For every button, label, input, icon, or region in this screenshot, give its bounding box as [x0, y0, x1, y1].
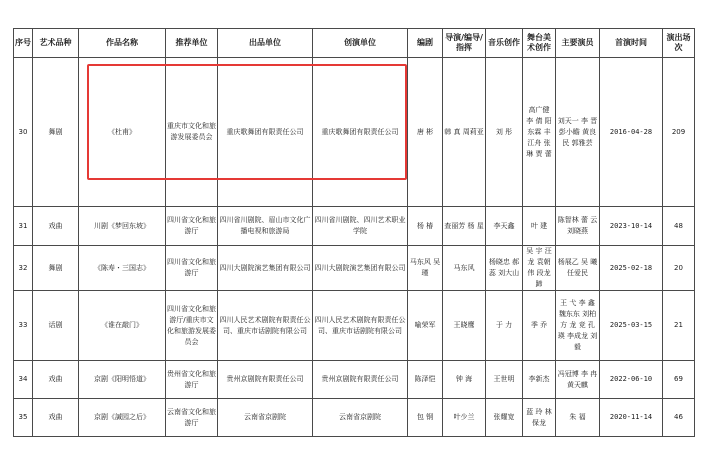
cell-shows: 46 [663, 399, 695, 437]
cell-recommender: 贵州省文化和旅游厅 [166, 361, 218, 399]
cell-recommender: 四川省文化和旅游厅/重庆市文化和旅游发展委员会 [166, 291, 218, 361]
cell-premiere: 2022-06-10 [600, 361, 663, 399]
cell-genre: 舞剧 [33, 58, 79, 207]
cell-stage: 季 乔 [523, 291, 556, 361]
cell-creator: 重庆歌舞团有限责任公司 [313, 58, 408, 207]
cell-writer: 杨 椿 [408, 207, 443, 246]
cell-shows: 69 [663, 361, 695, 399]
cell-recommender: 四川省文化和旅游厅 [166, 246, 218, 291]
cell-music: 杨晓忠 郝 蕊 刘大山 [486, 246, 523, 291]
cell-music: 刘 彤 [486, 58, 523, 207]
header-title: 作品名称 [79, 29, 166, 58]
table-row [14, 291, 695, 361]
cell-premiere: 2023-10-14 [600, 207, 663, 246]
header-music: 音乐创作 [486, 29, 523, 58]
header-recommender: 推荐单位 [166, 29, 218, 58]
cell-creator: 贵州京剧院有限责任公司 [313, 361, 408, 399]
cell-producer: 四川省川剧院、眉山市文化广播电视和旅游局 [218, 207, 313, 246]
cell-producer: 贵州京剧院有限责任公司 [218, 361, 313, 399]
cell-stage: 李新杰 [523, 361, 556, 399]
header-row [14, 29, 695, 58]
cell-actors: 王 弋 李 鑫 魏东东 刘柏方 龙 竞 孔 瑛 李成龙 刘 毅 [556, 291, 600, 361]
cell-producer: 四川大剧院演艺集团有限公司 [218, 246, 313, 291]
cell-actors: 陈智林 蕾 云 刘晓燕 [556, 207, 600, 246]
cell-genre: 戏曲 [33, 207, 79, 246]
cell-producer: 云南省京剧院 [218, 399, 313, 437]
cell-stage: 吴 宇 汪 龙 袁朝伟 段龙蹄 [523, 246, 556, 291]
cell-music: 张耀宽 [486, 399, 523, 437]
cell-writer: 唐 彬 [408, 58, 443, 207]
cell-writer: 马东风 吴 瑾 [408, 246, 443, 291]
cell-producer: 重庆歌舞团有限责任公司 [218, 58, 313, 207]
cell-premiere: 2016-04-28 [600, 58, 663, 207]
table-row [14, 58, 695, 207]
cell-creator: 四川大剧院演艺集团有限公司 [313, 246, 408, 291]
cell-stage: 蓝 玲 林保龙 [523, 399, 556, 437]
cell-title: 川剧《梦回东坡》 [79, 207, 166, 246]
cell-no: 34 [14, 361, 33, 399]
cell-creator: 四川人民艺术剧院有限责任公司、重庆市话剧院有限公司 [313, 291, 408, 361]
cell-genre: 戏曲 [33, 361, 79, 399]
header-premiere: 首演时间 [600, 29, 663, 58]
table-row [14, 361, 695, 399]
table-row [14, 207, 695, 246]
cell-stage: 叶 建 [523, 207, 556, 246]
cell-recommender: 云南省文化和旅游厅 [166, 399, 218, 437]
cell-title: 《谁在敲门》 [79, 291, 166, 361]
cell-actors: 冯冠博 李 冉 黄天麒 [556, 361, 600, 399]
cell-shows: 21 [663, 291, 695, 361]
cell-actors: 杨展乙 吴 曦 任爱民 [556, 246, 600, 291]
cell-premiere: 2025-03-15 [600, 291, 663, 361]
cell-title: 京剧《阳明悟道》 [79, 361, 166, 399]
cell-director: 王晓鹰 [443, 291, 486, 361]
table-row [14, 399, 695, 437]
header-shows: 演出场次 [663, 29, 695, 58]
cell-producer: 四川人民艺术剧院有限责任公司、重庆市话剧院有限公司 [218, 291, 313, 361]
cell-genre: 话剧 [33, 291, 79, 361]
cell-writer: 包 钢 [408, 399, 443, 437]
header-producer: 出品单位 [218, 29, 313, 58]
header-no: 序号 [14, 29, 33, 58]
cell-title: 《陈寿・三国志》 [79, 246, 166, 291]
cell-music: 于 力 [486, 291, 523, 361]
cell-premiere: 2025-02-18 [600, 246, 663, 291]
table-row [14, 246, 695, 291]
cell-creator: 云南省京剧院 [313, 399, 408, 437]
cell-shows: 209 [663, 58, 695, 207]
cell-title: 京剧《諴园之后》 [79, 399, 166, 437]
header-actors: 主要演员 [556, 29, 600, 58]
program-grid [13, 28, 695, 437]
cell-director: 钟 海 [443, 361, 486, 399]
cell-no: 31 [14, 207, 33, 246]
cell-no: 35 [14, 399, 33, 437]
cell-director: 马东风 [443, 246, 486, 291]
cell-shows: 48 [663, 207, 695, 246]
cell-director: 韩 真 周莉亚 [443, 58, 486, 207]
cell-no: 33 [14, 291, 33, 361]
header-writer: 编剧 [408, 29, 443, 58]
cell-no: 32 [14, 246, 33, 291]
header-stage: 舞台美术创作 [523, 29, 556, 58]
cell-stage: 高广健 李 倩 阳东霖 丰江舟 张 琳 贾 蕾 [523, 58, 556, 207]
cell-music: 王世明 [486, 361, 523, 399]
header-genre: 艺术品种 [33, 29, 79, 58]
cell-genre: 舞剧 [33, 246, 79, 291]
program-table [13, 28, 694, 428]
header-director: 导演/编导/指挥 [443, 29, 486, 58]
cell-music: 李天鑫 [486, 207, 523, 246]
cell-actors: 朱 福 [556, 399, 600, 437]
cell-premiere: 2020-11-14 [600, 399, 663, 437]
cell-actors: 刘天一 李 晋 彭小瞻 黄良民 郭雅芸 [556, 58, 600, 207]
cell-director: 叶少兰 [443, 399, 486, 437]
cell-genre: 戏曲 [33, 399, 79, 437]
cell-creator: 四川省川剧院、四川艺术职业学院 [313, 207, 408, 246]
cell-recommender: 四川省文化和旅游厅 [166, 207, 218, 246]
cell-no: 30 [14, 58, 33, 207]
cell-writer: 喻荣军 [408, 291, 443, 361]
cell-recommender: 重庆市文化和旅游发展委员会 [166, 58, 218, 207]
cell-shows: 20 [663, 246, 695, 291]
cell-director: 查丽芳 杨 星 [443, 207, 486, 246]
header-creator: 创演单位 [313, 29, 408, 58]
cell-title: 《杜甫》 [79, 58, 166, 207]
cell-writer: 陈泽恺 [408, 361, 443, 399]
